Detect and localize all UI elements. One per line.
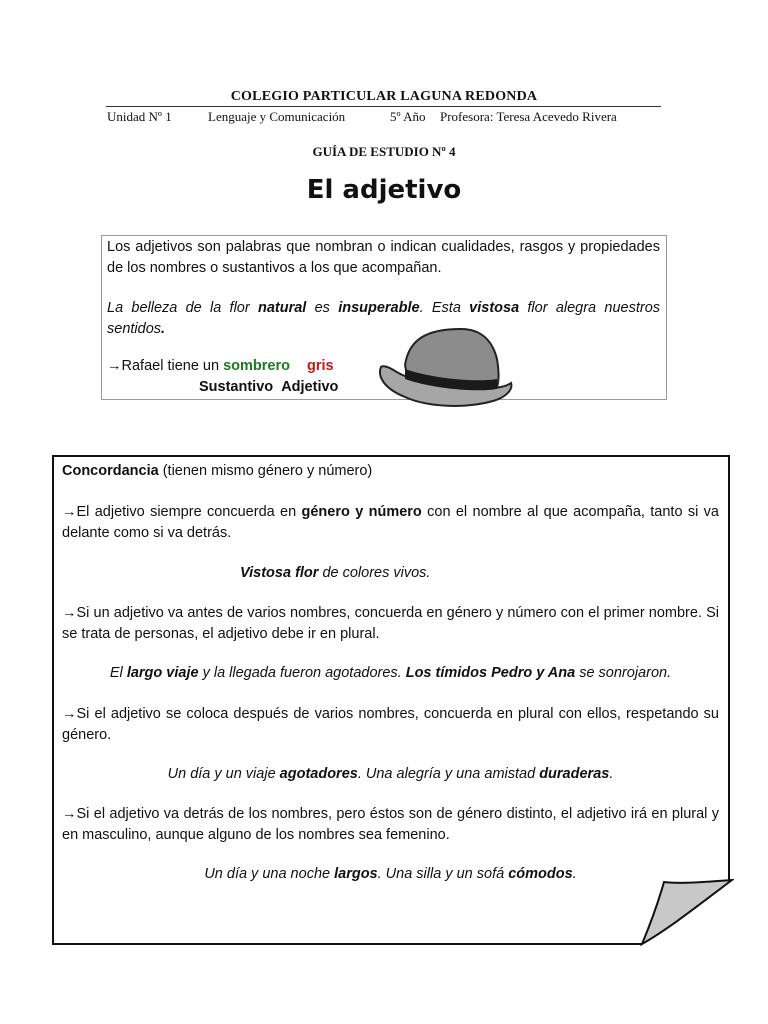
guide-title: GUÍA DE ESTUDIO Nº 4 [312,144,456,159]
example-text: Un día y una noche [204,866,335,882]
definition-text: Los adjetivos son palabras que nombran o indican cualidades, rasgos y propiedades de los nombres o sustantivos a los que acompañan. [107,239,660,276]
example-bold: agotadores [279,766,358,782]
rule-bold: género y número [301,504,422,520]
example-text: de colores vivos. [318,565,431,581]
example-bold: largos [334,866,378,882]
example-text: El [109,665,127,681]
example-line [62,864,719,885]
example-text: flor alegra nuestros sentidos [107,300,661,337]
example-text: . [609,766,614,782]
concordancia-heading-text: (tienen mismo género y número) [158,463,373,479]
example-text: es [306,300,339,316]
example-text: . [572,866,577,882]
example-text: y la llegada fueron agotadores. [198,665,406,681]
hat-example-adjective: gris [306,358,334,374]
rule-text: con el nombre al que acompaña, tanto si va delante como si va detrás. [62,504,719,541]
example-line [62,764,719,785]
example-text: . [161,321,166,337]
hat-example-line [107,358,334,374]
school-name: COLEGIO PARTICULAR LAGUNA REDONDA [230,89,538,104]
example-text: . Una silla y un sofá [377,866,509,882]
concordancia-heading [62,461,719,482]
example-line [240,563,660,584]
example-bold: Vistosa flor [240,565,319,581]
page-title: El adjetivo [306,175,462,205]
example-bold: largo viaje [126,665,199,681]
teacher-label: Profesora: Teresa Acevedo Rivera [440,109,617,124]
hat-icon [375,325,515,410]
header-divider [106,106,661,107]
rule-paragraph: →Si el adjetivo se coloca después de varios nombres, concuerda en plural con ellos, respetando su género. [62,706,719,743]
noun-label: Sustantivo [199,379,274,395]
example-text: . Una alegría y una amistad [357,766,540,782]
example-adjective: insuperable [338,300,420,316]
rule-text: →El adjetivo siempre concuerda en [62,504,302,520]
concordancia-heading-bold: Concordancia [62,463,159,479]
page-curl-icon [640,878,734,948]
hat-example-labels [199,379,338,395]
unit-label: Unidad Nº 1 [107,109,172,124]
rule-paragraph: →Si el adjetivo va detrás de los nombres, pero éstos son de género distinto, el adjetivo irá en plural y en masculino, aunque alguno de los nombres sea femenino. [62,806,719,843]
example-text: se sonrojaron. [575,665,672,681]
example-text: La belleza de la flor [107,300,258,316]
example-bold: cómodos [508,866,573,882]
example-text: Un día y un viaje [167,766,280,782]
example-bold: duraderas [539,766,610,782]
example-text: . Esta [419,300,470,316]
example-bold: Los tímidos Pedro y Ana [405,665,576,681]
example-adjective: natural [257,300,307,316]
example-adjective: vistosa [469,300,520,316]
subject-label: Lenguaje y Comunicación [208,109,346,124]
grade-label: 5º Año [390,109,426,124]
example-line [62,663,719,684]
adjective-label: Adjetivo [281,379,339,395]
rule-paragraph: →Si un adjetivo va antes de varios nombres, concuerda en género y número con el primer nombre. Si se trata de personas, el adjetivo debe ir en plural. [62,605,719,642]
hat-example-prefix: →Rafael tiene un [107,358,224,374]
hat-example-noun: sombrero [223,358,290,374]
rule-paragraph [62,502,719,544]
